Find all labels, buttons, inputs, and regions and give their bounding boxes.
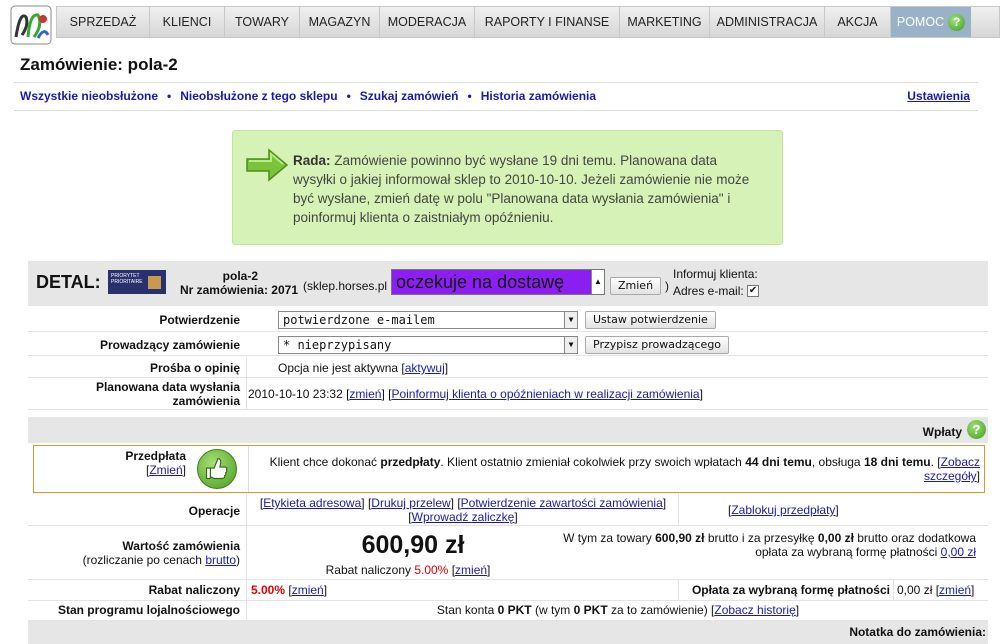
discount-row-percent: 5.00% — [251, 583, 286, 597]
ship-date: 2010-10-10 23:32 — [248, 387, 343, 401]
package-icon — [148, 276, 161, 289]
inform-customer — [673, 266, 759, 300]
ship-date-label — [28, 380, 240, 408]
pricing-basis-text: (rozliczanie po cenach — [82, 553, 206, 567]
loyalty-points: 0 PKT — [497, 603, 532, 617]
opinion-text: Opcja nie jest aktywna [ — [278, 361, 405, 375]
block-prepayments-link[interactable]: Zablokuj przedpłaty — [731, 503, 836, 517]
order-value-row — [28, 526, 988, 580]
payments-header — [28, 417, 988, 443]
change-date-link[interactable]: zmień — [349, 387, 382, 401]
confirmation-select[interactable] — [278, 311, 578, 329]
inform-delay-link[interactable]: Poinformuj klienta o opóźnieniach w realizacji zamówienia — [391, 387, 700, 401]
discount-row — [28, 580, 988, 601]
payments-title: Wpłaty — [922, 425, 962, 439]
handler-select[interactable] — [278, 336, 578, 354]
divider — [246, 526, 247, 579]
separator: • — [346, 89, 351, 103]
confirmation-label: Potwierdzenie — [159, 313, 240, 327]
ship-date-label-line1: Planowana data wysłania — [95, 380, 240, 394]
tip-box — [232, 130, 783, 245]
nav-administracja[interactable]: ADMINISTRACJA — [710, 7, 825, 37]
shipping-value: 0,00 zł — [817, 531, 854, 545]
discount-value: 5.00% [zmień] — [251, 583, 328, 597]
payment-fee-label: Opłata za wybraną formę płatności — [691, 583, 890, 597]
payment-fee: 0,00 zł [zmień] — [897, 583, 975, 597]
nav-towary[interactable]: TOWARY — [225, 7, 300, 37]
prepayment-info — [258, 455, 980, 483]
ship-date-row — [28, 378, 988, 410]
order-header — [28, 261, 988, 306]
email-checkbox[interactable]: ✔ — [748, 284, 758, 296]
set-confirmation-button[interactable]: Ustaw potwierdzenie — [585, 311, 716, 329]
prepayment-change-link[interactable]: Zmień — [149, 463, 183, 477]
notes-title: Notatka do zamówienia: — [849, 625, 986, 639]
discount-row-change-link[interactable]: zmień — [291, 583, 324, 597]
order-value-label-cell — [28, 539, 240, 567]
link-order-history[interactable]: Historia zamówienia — [480, 89, 597, 103]
order-status-value: oczekuje na dostawę — [396, 272, 565, 292]
tip-lead: Rada: — [293, 153, 331, 168]
discount-text: Rabat naliczony — [325, 563, 415, 577]
prepayment-label: Przedpłata — [125, 449, 186, 463]
top-bar — [0, 0, 1000, 46]
dropdown-arrow-icon: ▲ — [591, 270, 604, 294]
operations-row — [28, 494, 988, 526]
ship-date-label-line2: zamówienia — [172, 394, 240, 408]
divider — [246, 378, 247, 409]
nav-help[interactable] — [891, 7, 971, 37]
link-all-unhandled[interactable]: Wszystkie nieobsłużone — [20, 89, 159, 103]
pricing-basis-link[interactable]: brutto — [205, 553, 236, 567]
breakdown-text: W tym za towary — [563, 531, 656, 545]
breakdown-text: brutto i za przesyłkę — [704, 531, 818, 545]
arrow-right-icon — [245, 147, 289, 183]
discount-label: Rabat naliczony — [148, 583, 240, 597]
thumbs-up-icon — [197, 449, 237, 489]
opinion-label: Prośba o opinię — [149, 361, 240, 375]
prepayment-text: Klient chce dokonać — [269, 455, 381, 469]
print-transfer-link[interactable]: Drukuj przelew — [371, 496, 451, 510]
bracket: ] — [976, 469, 980, 483]
handler-label: Prowadzący zamówienie — [99, 338, 240, 352]
divider — [678, 494, 679, 525]
confirm-contents-link[interactable]: Potwierdzenie zawartości zamówienia — [460, 496, 663, 510]
link-settings[interactable]: Ustawienia — [907, 89, 970, 103]
order-value-breakdown — [546, 531, 976, 559]
operations-label: Operacje — [188, 504, 240, 518]
order-number: Nr zamówienia: 2071 — [179, 283, 298, 297]
email-label: Adres e-mail: — [673, 284, 744, 298]
divider — [246, 601, 247, 620]
inform-label: Informuj klienta: — [673, 267, 758, 281]
sales-channel: DETAL: — [36, 272, 101, 292]
opinion-row — [28, 357, 988, 378]
prepayment-days-staff: 18 dni temu — [863, 455, 931, 469]
divider — [893, 580, 894, 600]
priority-badge — [108, 270, 166, 294]
prepayment-box — [33, 445, 985, 493]
bracket: ) — [236, 553, 240, 567]
operations-links: [Etykieta adresowa] [Drukuj przelew] [Potwierdzenie zawartości zamówienia] [Wprowadź zaliczkę] — [259, 496, 667, 524]
sub-navigation — [20, 89, 970, 103]
handler-value: * nieprzypisany — [283, 338, 392, 352]
paren: ) — [665, 279, 669, 293]
breakdown-text: brutto oraz dodatkowa opłata za wybraną formę płatności — [755, 531, 976, 559]
loyalty-text: Stan konta — [436, 603, 498, 617]
payment-fee-change-link[interactable]: zmień — [939, 583, 972, 597]
opinion-status — [278, 361, 448, 375]
nav-moderacja[interactable]: MODERACJA — [380, 7, 475, 37]
page-title: Zamówienie: pola-2 — [20, 55, 178, 74]
nav-marketing[interactable]: MARKETING — [620, 7, 710, 37]
divider — [14, 82, 978, 83]
nav-help-label: POMOC — [896, 15, 945, 29]
separator: • — [167, 89, 172, 103]
change-status-button[interactable]: Zmień — [610, 277, 661, 295]
order-value-label: Wartość zamówienia — [122, 539, 240, 553]
bracket: ] — [795, 603, 800, 617]
divider — [246, 357, 247, 377]
help-icon: ? — [948, 14, 965, 31]
dropdown-arrow-icon: ▼ — [564, 312, 577, 328]
divider — [248, 446, 249, 492]
prepayment-days-customer: 44 dni temu — [745, 455, 812, 469]
link-search-orders[interactable]: Szukaj zamówień — [359, 89, 459, 103]
address-label-link[interactable]: Etykieta adresowa — [263, 496, 362, 510]
prepayment-details-link[interactable]: Zobacz szczegóły — [923, 455, 980, 483]
main-nav — [56, 6, 1000, 38]
loyalty-row — [28, 601, 988, 621]
tip-message: Zamówienie powinno być wysłane 19 dni temu. Planowana data wysyłki o jakiej informował sklep to 2010-10-10. Jeżeli zamówienie nie może być wysłane, zmień datę w polu "Planowana data wysłania zamówienia" i poinformuj klienta o zaistniałym opóźnieniu. — [293, 153, 750, 225]
nav-sprzedaz[interactable]: SPRZEDAŻ — [57, 7, 150, 37]
confirmation-value: potwierdzone e-mailem — [283, 313, 435, 327]
loyalty-info — [248, 603, 988, 617]
nav-magazyn[interactable]: MAGAZYN — [300, 7, 380, 37]
order-total: 600,90 zł — [361, 531, 465, 559]
loyalty-history-link[interactable]: Zobacz historię — [714, 603, 796, 617]
dropdown-arrow-icon: ▼ — [564, 337, 577, 353]
goods-value: 600,90 zł — [655, 531, 705, 545]
bracket: ] — [444, 361, 449, 375]
ship-date-value: 2010-10-10 23:32 [zmień] [Poinformuj klienta o opóźnieniach w realizacji zamówienia] — [248, 387, 703, 401]
discount-percent: 5.00% — [414, 563, 449, 577]
loyalty-points-order: 0 PKT — [573, 603, 608, 617]
app-logo-icon[interactable] — [10, 5, 52, 45]
prepayment-keyword: przedpłaty — [380, 455, 441, 469]
separator: • — [467, 89, 472, 103]
priority-badge-text: PRIORYTET PRIORITAIRE — [111, 273, 143, 285]
change-discount-link[interactable]: zmień — [455, 563, 488, 577]
notes-header — [28, 621, 988, 644]
divider — [246, 494, 247, 525]
activate-link[interactable]: aktywuj — [404, 361, 445, 375]
prepayment-text: , obsługa — [811, 455, 864, 469]
loyalty-label: Stan programu lojalnościowego — [57, 603, 240, 617]
confirmation-row — [28, 308, 988, 332]
order-name: pola-2 — [222, 269, 258, 283]
enter-advance-link[interactable]: Wprowadź zaliczkę — [411, 510, 515, 524]
tip-text — [293, 151, 763, 227]
nav-akcja[interactable]: AKCJA — [825, 7, 891, 37]
loyalty-text: (w tym — [531, 603, 574, 617]
prepayment-label-cell: Przedpłata [Zmień] — [34, 449, 186, 477]
prepayment-text: . Klient ostatnio zmieniał cokolwiek przy swoich wpłatach — [440, 455, 746, 469]
handler-row — [28, 332, 988, 356]
divider — [246, 580, 247, 600]
prepayment-text: . [ — [930, 455, 941, 469]
payment-fee-link[interactable]: 0,00 zł — [940, 545, 976, 559]
order-discount-info: Rabat naliczony 5.00% [zmień] — [325, 563, 491, 577]
order-identity — [178, 269, 298, 297]
divider — [14, 110, 978, 111]
nav-raporty[interactable]: RAPORTY I FINANSE — [475, 7, 620, 37]
assign-handler-button[interactable]: Przypisz prowadzącego — [585, 336, 729, 354]
block-prepay: [Zablokuj przedpłaty] — [728, 503, 839, 517]
order-status-select[interactable] — [391, 269, 605, 295]
link-unhandled-this-shop[interactable]: Nieobsłużone z tego sklepu — [180, 89, 338, 103]
shop-name: (sklep.horses.pl — [303, 279, 388, 293]
nav-klienci[interactable]: KLIENCI — [150, 7, 225, 37]
payment-fee-value: 0,00 zł — [897, 583, 933, 597]
loyalty-text: za to zamówienie) [ — [607, 603, 715, 617]
help-icon[interactable]: ? — [967, 420, 986, 439]
